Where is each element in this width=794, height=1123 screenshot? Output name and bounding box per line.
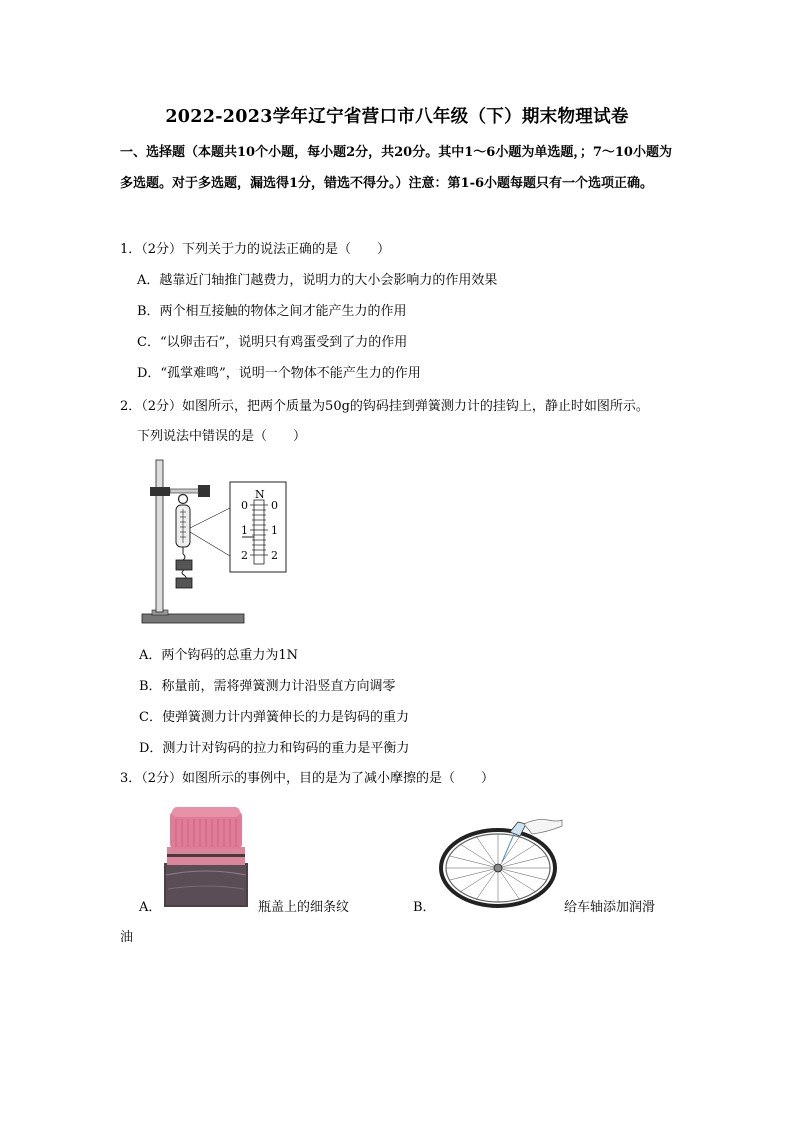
question-2-stem-cont: 下列说法中错误的是（ ） — [137, 429, 307, 444]
page-title: 2022-2023学年辽宁省营口市八年级（下）期末物理试卷 — [165, 107, 629, 127]
scale-right-1: 1 — [271, 524, 278, 537]
question-2-option-c: C．使弹簧测力计内弹簧伸长的力是钩码的重力 — [139, 710, 409, 725]
scale-unit: N — [255, 488, 265, 501]
question-1-stem: 1．（2分）下列关于力的说法正确的是（ ） — [120, 242, 391, 257]
question-3-option-a-caption: 瓶盖上的细条纹 — [258, 900, 350, 915]
question-1-option-d: D．“孤掌难鸣”，说明一个物体不能产生力的作用 — [137, 366, 421, 381]
bottle-cap-photo — [164, 805, 248, 907]
question-2-stem: 2．（2分）如图所示，把两个质量为50g的钩码挂到弹簧测力计的挂钩上，静止时如图所示。 — [120, 399, 649, 414]
section-heading: 一、选择题（本题共10个小题，每小题2分，共20分。其中1～6小题为单选题，；7～10小题为多选题。对于多选题，漏选得1分，错选不得分。）注意：第1-6小题每题只有一个选项正确。 — [120, 145, 672, 191]
question-3-option-b-caption-cont: 油 — [120, 930, 134, 945]
scale-left-1: 1 — [241, 524, 248, 537]
spring-scale-figure — [138, 456, 288, 628]
question-2-option-a: A．两个钩码的总重力为1N — [139, 648, 299, 663]
scale-right-2: 2 — [271, 549, 278, 562]
question-2-option-b: B．称量前，需将弹簧测力计沿竖直方向调零 — [139, 679, 396, 694]
question-3-option-b-label: B． — [413, 900, 436, 915]
question-2-option-d: D．测力计对钩码的拉力和钩码的重力是平衡力 — [139, 741, 410, 756]
question-1-option-a: A．越靠近门轴推门越费力，说明力的大小会影响力的作用效果 — [137, 273, 498, 288]
question-1-option-b: B．两个相互接触的物体之间才能产生力的作用 — [137, 304, 407, 319]
question-3-stem: 3．（2分）如图所示的事例中，目的是为了减小摩擦的是（ ） — [120, 771, 495, 786]
question-3-option-a-label: A． — [139, 900, 162, 915]
question-1-option-c: C．“以卵击石”，说明只有鸡蛋受到了力的作用 — [137, 335, 408, 350]
bicycle-wheel-photo — [438, 816, 564, 908]
scale-right-0: 0 — [271, 499, 278, 512]
scale-left-2: 2 — [241, 549, 248, 562]
scale-left-0: 0 — [241, 499, 248, 512]
question-3-option-b-caption: 给车轴添加润滑 — [564, 900, 656, 915]
